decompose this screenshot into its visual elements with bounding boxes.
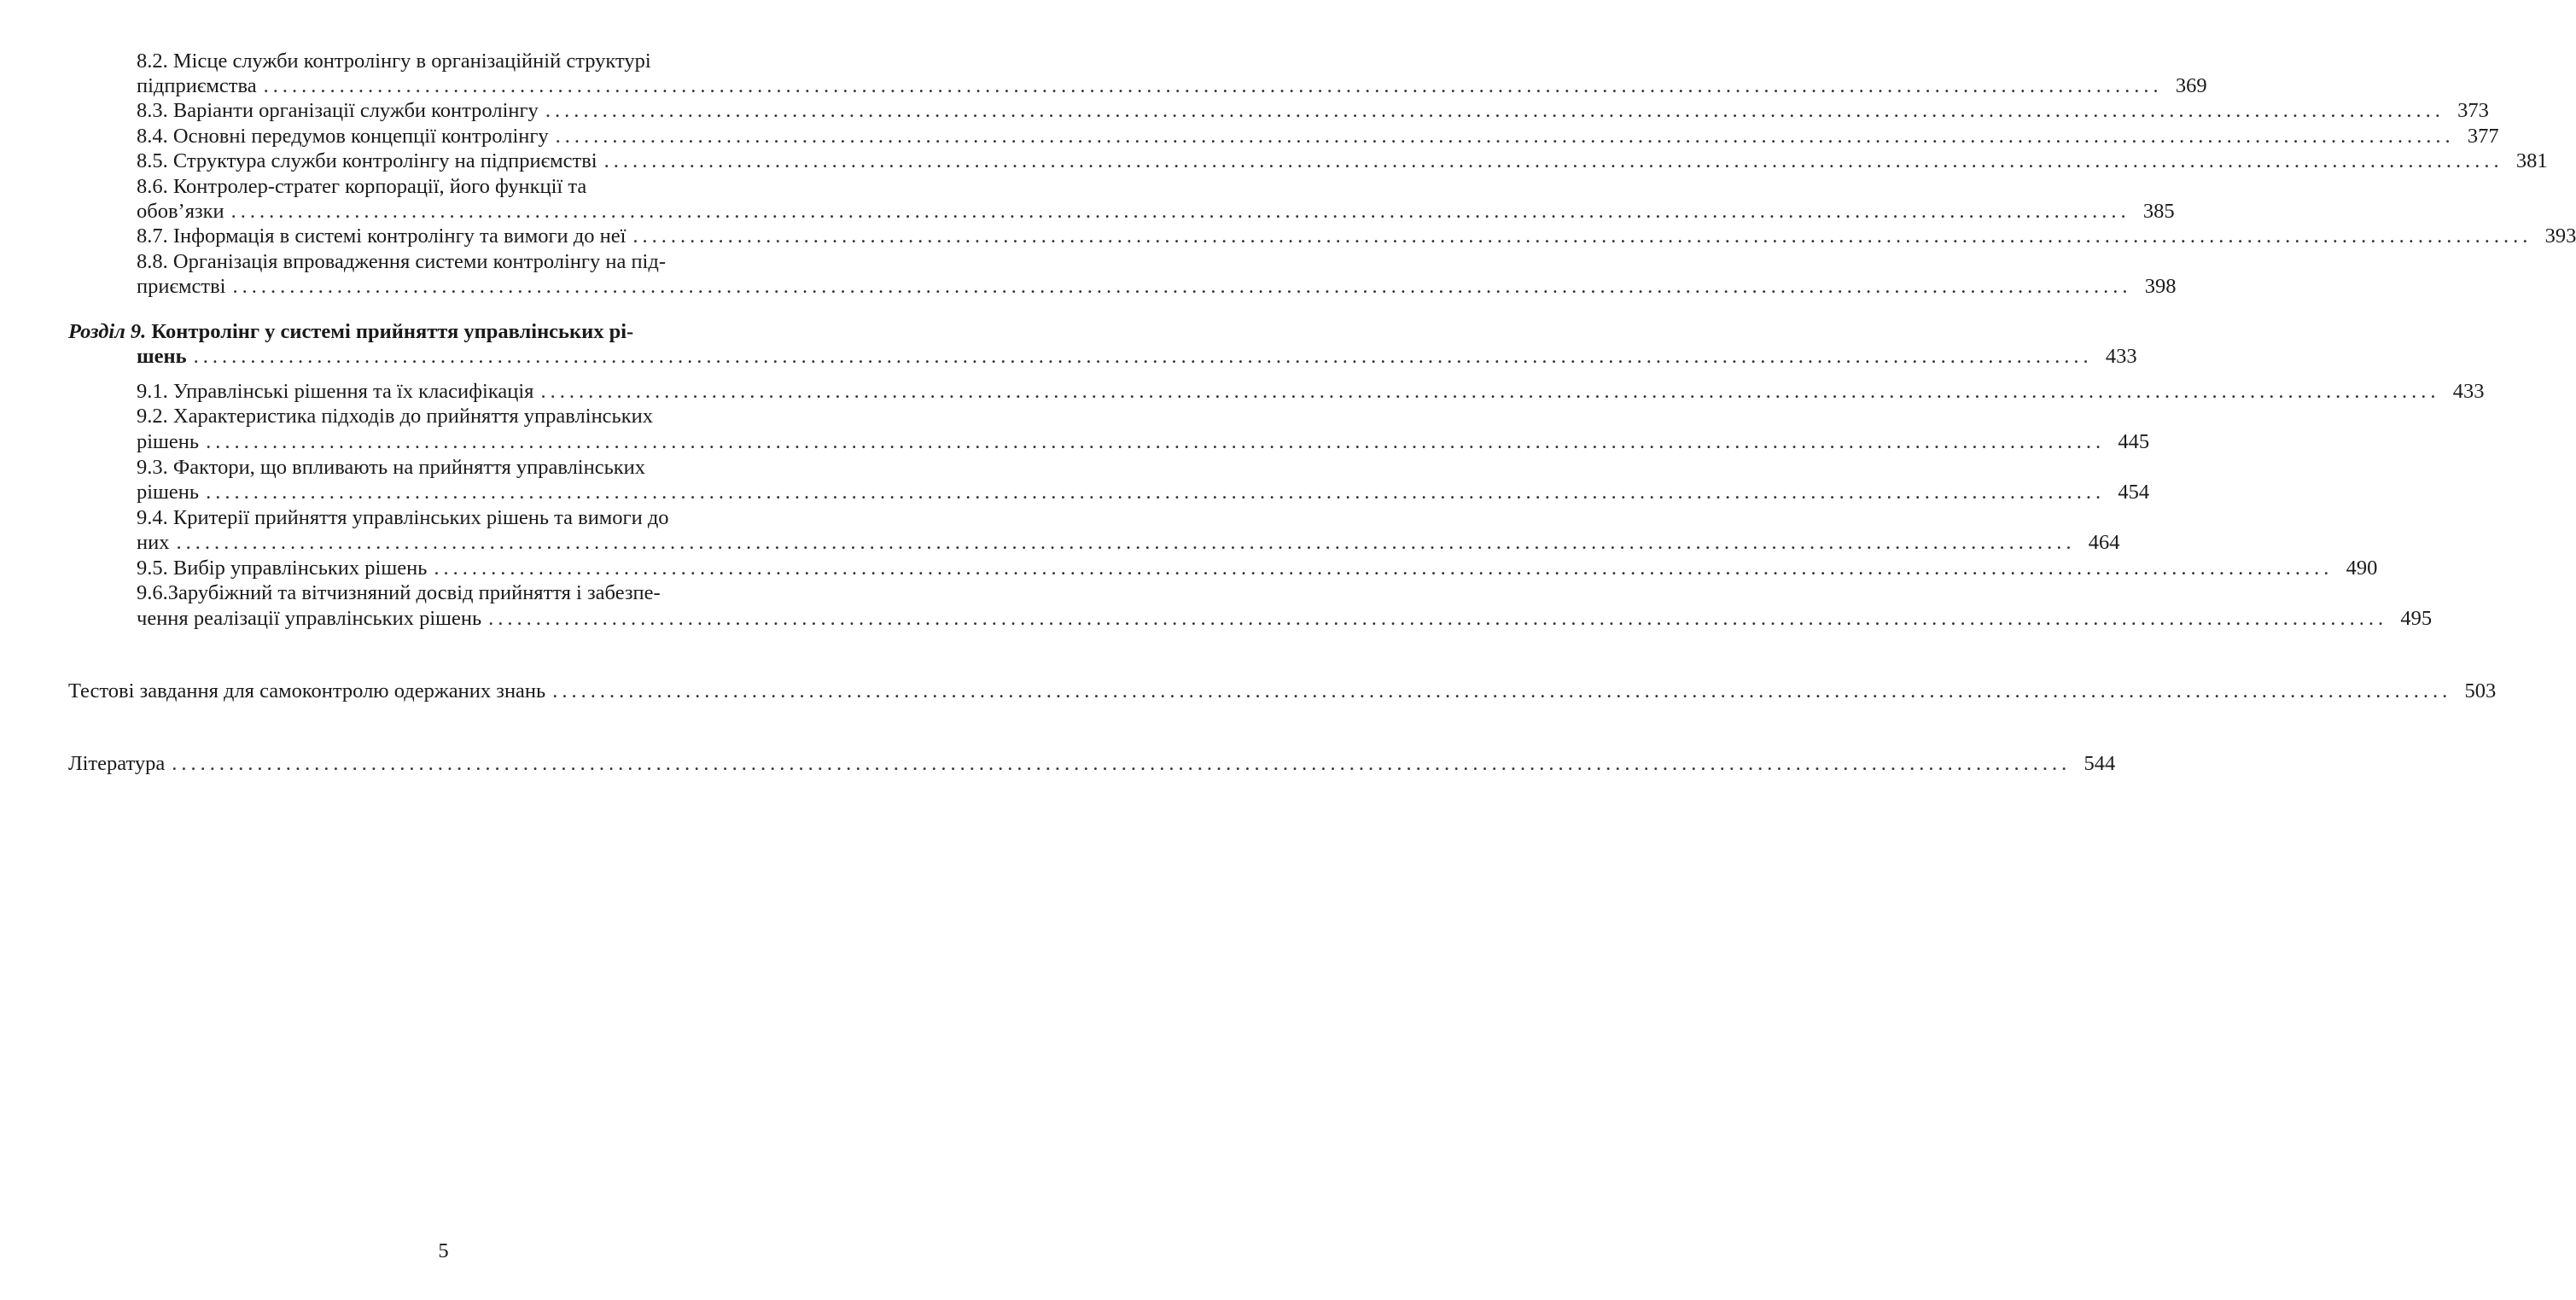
toc-page-number: 385 (2142, 200, 2175, 223)
toc-page-number: 373 (2457, 99, 2489, 122)
toc-entry-9-5 (137, 556, 2378, 581)
toc-entry-text: рішень (137, 430, 200, 453)
dot-leader: ........................................................................................................................................................................................................ (434, 557, 2334, 580)
page-number: 5 (438, 1239, 449, 1262)
toc-page-number: 454 (2118, 481, 2150, 504)
dot-leader: ........................................................................................................................................................................................................ (193, 345, 2093, 368)
toc-entry-text: Тестові завдання для самоконтролю одержаних знань (68, 679, 546, 702)
dot-leader: ........................................................................................................................................................................................................ (176, 531, 2076, 554)
toc-entry-text: них (137, 531, 170, 554)
toc-entry-text: 9.4. Критерії прийняття управлінських рішень та вимоги до (137, 506, 669, 529)
toc-entry-8-7 (137, 224, 2576, 249)
dot-leader: ........................................................................................................................................................................................................ (230, 200, 2130, 223)
dot-leader: ........................................................................................................................................................................................................ (206, 481, 2106, 504)
toc-entry-text: 8.3. Варіанти організації служби контролінгу (137, 99, 539, 122)
toc-page-number: 369 (2175, 74, 2207, 97)
dot-leader: ........................................................................................................................................................................................................ (555, 125, 2455, 148)
dot-leader: ........................................................................................................................................................................................................ (172, 752, 2072, 775)
toc-entry-literature (68, 751, 2116, 777)
dot-leader: ........................................................................................................................................................................................................ (603, 149, 2503, 172)
toc-page-number: 495 (2400, 607, 2433, 630)
toc-entry-text: 8.2. Місце служби контролінгу в організаційній структурі (137, 50, 651, 73)
toc-entry-9-2 (137, 429, 2150, 455)
toc-entry-text: чення реалізації управлінських рішень (137, 607, 482, 630)
toc-page-number: 490 (2346, 557, 2378, 580)
toc-entry-9-6 (137, 606, 2433, 632)
toc-entry-tests (68, 679, 2497, 704)
toc-entry-text: 8.6. Контролер-стратег корпорації, його функції та (137, 175, 587, 198)
section-title-text: Контролінг у системі прийняття управлінських рі- (151, 320, 634, 343)
toc-entry-text: рішень (137, 481, 200, 504)
toc-entry-text: 8.5. Структура служби контролінгу на підприємстві (137, 149, 597, 172)
toc-page-number: 445 (2118, 430, 2150, 453)
toc-entry-9-3 (137, 480, 2150, 505)
toc-entry-text: обов’язки (137, 200, 224, 223)
toc-entry-text: приємстві (137, 275, 226, 298)
toc-entry-8-2-line1 (137, 49, 842, 74)
section-label: Розділ 9. (68, 320, 147, 343)
toc-entry-text: 9.5. Вибір управлінських рішень (137, 557, 428, 580)
dot-leader: ........................................................................................................................................................................................................ (488, 607, 2388, 630)
toc-entry-text: 8.7. Інформація в системі контролінгу та вимоги до неї (137, 224, 627, 248)
toc-page-number: 398 (2144, 275, 2177, 298)
toc-page-number: 464 (2088, 531, 2120, 554)
toc-entry-text: 9.3. Фактори, що впливають на прийняття управлінських (137, 456, 646, 479)
toc-entry-text: Література (68, 752, 166, 775)
toc-entry-text: 8.4. Основні передумов концепції контролінгу (137, 125, 549, 148)
toc-entry-9-6-line1 (137, 580, 842, 606)
toc-entry-text: підприємства (137, 74, 257, 97)
dot-leader: ........................................................................................................................................................................................................ (545, 99, 2445, 122)
toc-entry-8-4 (137, 124, 2499, 149)
toc-entry-8-3 (137, 98, 2489, 124)
toc-entry-text: 9.1. Управлінські рішення та їх класифікація (137, 380, 534, 403)
toc-entry-8-6 (137, 199, 2175, 224)
toc-page-number: 433 (2105, 345, 2137, 368)
toc-entry-8-2 (137, 73, 2207, 99)
dot-leader: ........................................................................................................................................................................................................ (263, 74, 2163, 97)
toc-page-number: 433 (2452, 380, 2485, 403)
dot-leader: ........................................................................................................................................................................................................ (540, 380, 2440, 403)
toc-entry-9-2-line1 (137, 404, 842, 429)
toc-entry-text: 9.6.Зарубіжний та вітчизняний досвід прийняття і забезпе- (137, 581, 661, 604)
dot-leader: ........................................................................................................................................................................................................ (232, 275, 2132, 298)
toc-page-number: 377 (2467, 125, 2499, 148)
dot-leader: ........................................................................................................................................................................................................ (632, 224, 2532, 248)
toc-entry-9-4-line1 (137, 505, 842, 531)
dot-leader: ........................................................................................................................................................................................................ (552, 679, 2452, 702)
toc-entry-9-3-line1 (137, 455, 842, 481)
toc-page-number: 503 (2464, 679, 2497, 702)
dot-leader: ........................................................................................................................................................................................................ (206, 430, 2106, 453)
toc-section-9-line1 (68, 319, 842, 345)
toc-entry-8-5 (137, 149, 2548, 174)
toc-entry-8-6-line1 (137, 174, 842, 200)
toc-entry-8-8-line1 (137, 249, 842, 275)
toc-entry-8-8 (137, 274, 2177, 300)
section-title-text: шень (137, 345, 187, 368)
toc-page-number: 381 (2515, 149, 2548, 172)
toc-page-number: 393 (2544, 224, 2576, 248)
toc-entry-9-1 (137, 379, 2485, 405)
toc-entry-9-4 (137, 530, 2120, 556)
toc-entry-text: 9.2. Характеристика підходів до прийняття управлінських (137, 405, 653, 428)
toc-entry-text: 8.8. Організація впровадження системи контролінгу на під- (137, 250, 666, 273)
toc-page-number: 544 (2084, 752, 2116, 775)
toc-section-9 (137, 344, 2137, 370)
